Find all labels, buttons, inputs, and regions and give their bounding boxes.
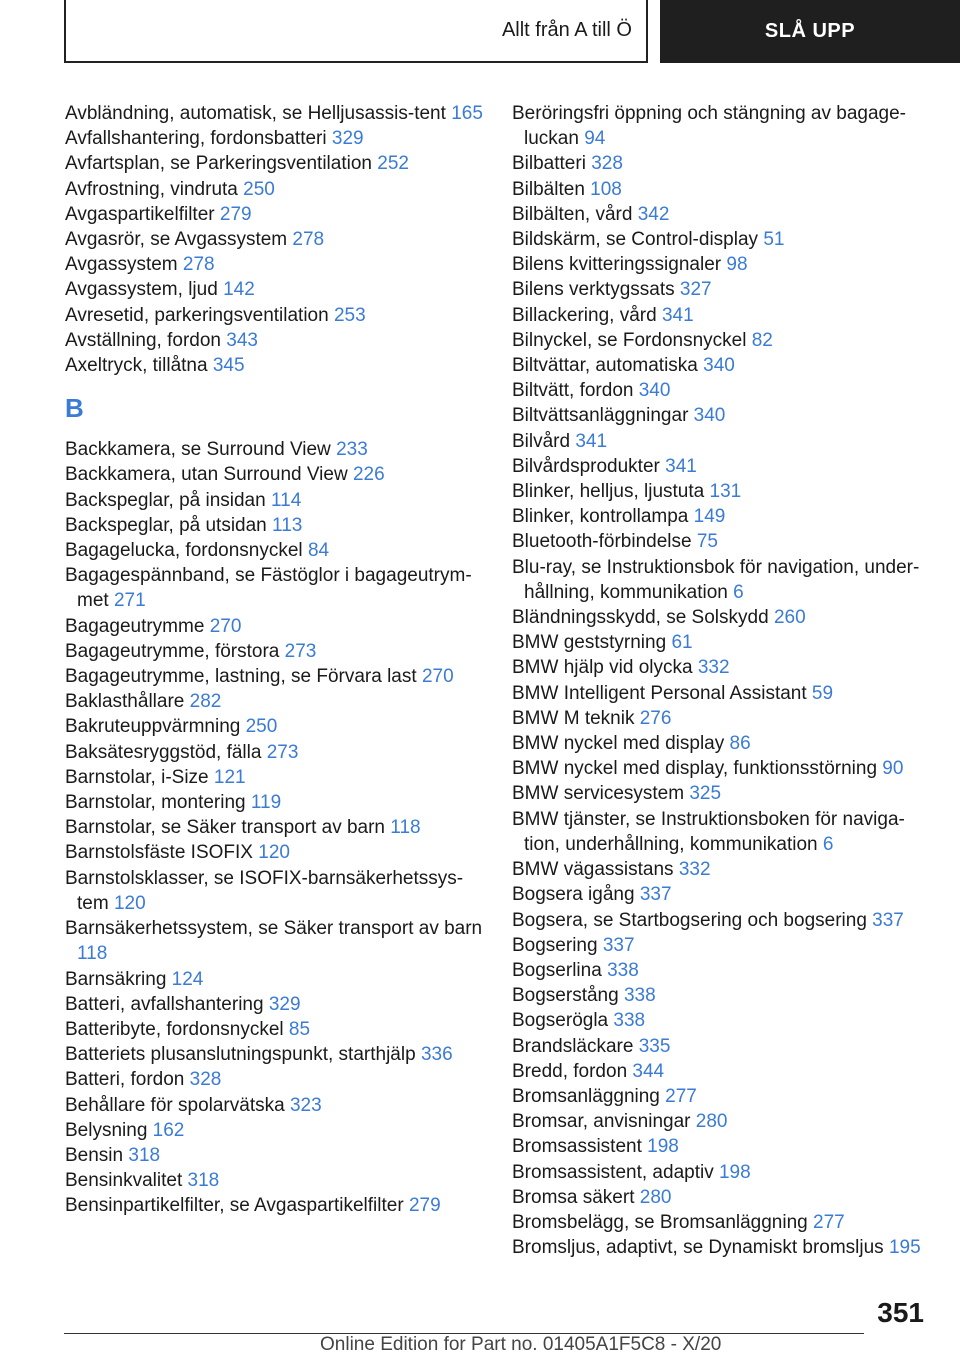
entry-text: Batteri, fordon bbox=[65, 1069, 190, 1091]
page-link[interactable]: 94 bbox=[584, 128, 606, 150]
entry-text: Bagageutrymme bbox=[65, 615, 210, 637]
entry-text: Blinker, helljus, ljustuta bbox=[512, 481, 710, 503]
entry-text: Bensin bbox=[65, 1144, 129, 1166]
index-entry bbox=[65, 689, 485, 714]
entry-text: Bilbälten, vård bbox=[512, 203, 638, 225]
index-entry bbox=[512, 403, 932, 428]
index-entry bbox=[512, 252, 932, 277]
entry-text: Bländningsskydd, se Solskydd bbox=[512, 607, 774, 629]
entry-text: Axeltryck, tillåtna bbox=[65, 355, 213, 377]
page-link[interactable]: 276 bbox=[639, 707, 672, 729]
entry-text: Barnsäkerhetssystem, se Säker transport av barn bbox=[65, 918, 483, 940]
entry-text: BMW nyckel med display, funktionsstörning bbox=[512, 758, 883, 780]
entry-text: Avgaspartikelfilter bbox=[65, 203, 220, 225]
index-entry bbox=[512, 1210, 932, 1235]
index-entry bbox=[512, 1008, 932, 1033]
entry-text: Bogsera, se Startbogsering och bogsering bbox=[512, 909, 873, 931]
entry-text: Bagageutrymme, lastning, se Förvara last bbox=[65, 666, 422, 688]
index-entry bbox=[65, 126, 485, 151]
page-link[interactable]: 131 bbox=[709, 481, 742, 503]
entry-text: Bagagelucka, fordonsnyckel bbox=[65, 540, 308, 562]
index-entry bbox=[65, 790, 485, 815]
entry-text: Bilvårdsprodukter bbox=[512, 455, 666, 477]
entry-text: Batteribyte, fordonsnyckel bbox=[65, 1018, 289, 1040]
page-link[interactable]: 6 bbox=[733, 581, 744, 603]
index-entry bbox=[65, 538, 485, 563]
index-entry bbox=[65, 1118, 485, 1143]
entry-text: Avbländning, automatisk, se Helljusassis‐tent bbox=[65, 103, 452, 124]
page-link[interactable]: 280 bbox=[639, 1186, 672, 1208]
index-entry bbox=[512, 1235, 932, 1260]
index-entry bbox=[512, 277, 932, 302]
page-number: 351 bbox=[877, 1297, 924, 1328]
page-link[interactable]: 344 bbox=[632, 1060, 665, 1082]
entry-text: Billackering, vård bbox=[512, 304, 662, 326]
entry-text: Barnstolsfäste ISOFIX bbox=[65, 842, 259, 864]
entry-text: Bromsassistent, adaptiv bbox=[512, 1161, 719, 1183]
page-link[interactable]: 198 bbox=[718, 1161, 751, 1183]
page-link[interactable]: 325 bbox=[689, 783, 722, 805]
entry-text: Bromsa säkert bbox=[512, 1186, 640, 1208]
entry-text: Batteriets plusanslutningspunkt, starthjälp bbox=[65, 1044, 421, 1066]
page-link[interactable]: 253 bbox=[333, 304, 366, 326]
page-link[interactable]: 338 bbox=[623, 985, 656, 1007]
index-entry bbox=[65, 151, 485, 176]
entry-text: Backkamera, se Surround View bbox=[65, 439, 337, 461]
index-entry bbox=[512, 202, 932, 227]
index-entry bbox=[65, 916, 485, 966]
page-link[interactable]: 279 bbox=[408, 1195, 441, 1217]
entry-text: Backkamera, utan Surround View bbox=[65, 464, 353, 486]
index-entry bbox=[512, 605, 932, 630]
index-entry bbox=[512, 429, 932, 454]
entry-text: BMW geststyrning bbox=[512, 632, 672, 654]
entry-text: BMW Intelligent Personal Assistant bbox=[512, 682, 812, 704]
entry-text: Bromsar, anvisningar bbox=[512, 1111, 696, 1133]
index-entry bbox=[512, 1185, 932, 1210]
page-link[interactable]: 61 bbox=[671, 632, 693, 654]
page-link[interactable]: 323 bbox=[289, 1094, 322, 1116]
page-link[interactable]: 118 bbox=[390, 817, 421, 839]
entry-text: Belysning bbox=[65, 1119, 153, 1141]
page-link[interactable]: 329 bbox=[268, 993, 301, 1015]
page-link[interactable]: 162 bbox=[152, 1119, 185, 1141]
index-entry bbox=[512, 227, 932, 252]
page-link[interactable]: 329 bbox=[331, 128, 364, 150]
page-link[interactable]: 120 bbox=[258, 842, 290, 864]
tab-label: Allt från A till Ö bbox=[501, 19, 632, 41]
index-entry bbox=[512, 983, 932, 1008]
index-entry bbox=[65, 866, 485, 916]
entry-text: Bilbälten bbox=[512, 178, 591, 200]
index-entry bbox=[65, 252, 485, 277]
index-entry bbox=[65, 815, 485, 840]
entry-text: Bilvård bbox=[512, 430, 576, 452]
page-link[interactable]: 280 bbox=[695, 1111, 728, 1133]
entry-text: Bogserögla bbox=[512, 1010, 614, 1032]
index-entry bbox=[512, 328, 932, 353]
index-entry bbox=[512, 933, 932, 958]
entry-text: BMW tjänster, se Instruktionsboken för naviga‐tion, underhållning, kommunikation bbox=[512, 808, 905, 855]
entry-text: Bromsassistent bbox=[512, 1136, 648, 1158]
index-entry bbox=[512, 882, 932, 907]
index-entry bbox=[65, 1193, 485, 1218]
entry-text: Bogserlina bbox=[512, 959, 608, 981]
page-link[interactable]: 337 bbox=[602, 934, 635, 956]
page-link[interactable]: 84 bbox=[307, 540, 330, 562]
page-link[interactable]: 119 bbox=[250, 792, 282, 814]
page-link[interactable]: 277 bbox=[665, 1085, 697, 1107]
page-link[interactable]: 336 bbox=[420, 1044, 453, 1066]
index-entry bbox=[65, 1168, 485, 1193]
entry-text: Avgassystem, ljud bbox=[65, 279, 224, 301]
page-link[interactable]: 279 bbox=[219, 203, 252, 225]
index-entry bbox=[65, 177, 485, 202]
index-entry bbox=[512, 781, 932, 806]
entry-text: Bilnyckel, se Fordonsnyckel bbox=[512, 329, 752, 351]
page-link[interactable]: 277 bbox=[813, 1211, 845, 1233]
page-link[interactable]: 250 bbox=[245, 716, 278, 738]
page-link[interactable]: 338 bbox=[613, 1010, 646, 1032]
index-entry bbox=[65, 1143, 485, 1168]
page-link[interactable]: 90 bbox=[882, 758, 904, 780]
index-column-right bbox=[512, 101, 932, 1260]
entry-text: Barnstolsklasser, se ISOFIX-barnsäkerhetssys‐tem bbox=[65, 867, 464, 914]
page-link[interactable]: 114 bbox=[270, 489, 302, 511]
entry-text: Bagagespännband, se Fästöglor i bagageutrym‐met bbox=[65, 565, 472, 612]
index-entry bbox=[65, 513, 485, 538]
page-link[interactable]: 121 bbox=[213, 766, 246, 788]
page-link[interactable]: 59 bbox=[811, 682, 834, 704]
index-entry bbox=[512, 1084, 932, 1109]
entry-text: Avfartsplan, se Parkeringsventilation bbox=[65, 153, 378, 175]
index-entry bbox=[512, 303, 932, 328]
entry-text: Bogserstång bbox=[512, 985, 624, 1007]
index-entry bbox=[512, 454, 932, 479]
page-link[interactable]: 270 bbox=[421, 666, 454, 688]
page-link[interactable]: 149 bbox=[693, 506, 726, 528]
index-entry bbox=[512, 655, 932, 680]
index-entry bbox=[512, 1034, 932, 1059]
page-link[interactable]: 6 bbox=[822, 833, 834, 855]
page-link[interactable]: 252 bbox=[377, 153, 409, 175]
index-entry bbox=[512, 731, 932, 756]
index-group-right bbox=[512, 101, 932, 1260]
index-entry bbox=[512, 177, 932, 202]
index-entry bbox=[512, 378, 932, 403]
entry-text: Bilens verktygssats bbox=[512, 279, 680, 301]
entry-text: Avfallshantering, fordonsbatteri bbox=[65, 128, 332, 150]
index-entry bbox=[512, 151, 932, 176]
index-entry bbox=[512, 857, 932, 882]
page-link[interactable]: 124 bbox=[171, 968, 204, 990]
page-link[interactable]: 142 bbox=[223, 279, 255, 301]
entry-text: Backspeglar, på utsidan bbox=[65, 514, 273, 536]
page-link[interactable]: 343 bbox=[226, 329, 258, 351]
tab-lookup-active[interactable] bbox=[660, 0, 960, 63]
page-link[interactable]: 226 bbox=[352, 464, 385, 486]
index-entry bbox=[65, 353, 485, 378]
entry-text: Avställning, fordon bbox=[65, 329, 227, 351]
page-link[interactable]: 82 bbox=[751, 329, 773, 351]
entry-text: Biltvättsanläggningar bbox=[512, 405, 694, 427]
index-entry bbox=[512, 353, 932, 378]
page-link[interactable]: 108 bbox=[590, 178, 622, 200]
page-link[interactable]: 278 bbox=[292, 229, 325, 251]
index-entry bbox=[512, 807, 932, 857]
entry-text: Barnstolar, i-Size bbox=[65, 766, 214, 788]
entry-text: Bromsljus, adaptivt, se Dynamiskt bromsljus bbox=[512, 1237, 889, 1259]
page-link[interactable]: 345 bbox=[212, 355, 245, 377]
page-link[interactable]: 282 bbox=[189, 691, 222, 713]
entry-text: Bagageutrymme, förstora bbox=[65, 640, 285, 662]
page-link[interactable]: 335 bbox=[638, 1035, 671, 1057]
page-link[interactable]: 328 bbox=[591, 153, 623, 175]
index-entry bbox=[512, 529, 932, 554]
entry-text: BMW nyckel med display bbox=[512, 733, 730, 755]
index-entry bbox=[512, 1059, 932, 1084]
entry-text: Bildskärm, se Control-display bbox=[512, 229, 764, 251]
entry-text: BMW hjälp vid olycka bbox=[512, 657, 698, 679]
index-entry bbox=[512, 908, 932, 933]
index-entry bbox=[65, 614, 485, 639]
index-entry bbox=[512, 630, 932, 655]
entry-text: Biltvätt, fordon bbox=[512, 380, 639, 402]
page-link[interactable]: 332 bbox=[697, 657, 730, 679]
index-entry bbox=[65, 328, 485, 353]
index-entry bbox=[65, 303, 485, 328]
page-link[interactable]: 250 bbox=[243, 178, 275, 200]
entry-text: Bromsanläggning bbox=[512, 1085, 666, 1107]
page-link[interactable]: 318 bbox=[187, 1170, 220, 1192]
entry-text: Avfrostning, vindruta bbox=[65, 178, 244, 200]
page-link[interactable]: 338 bbox=[607, 959, 639, 981]
index-entry bbox=[512, 1134, 932, 1159]
entry-text: Barnstolar, se Säker transport av barn bbox=[65, 817, 391, 839]
entry-text: Bromsbelägg, se Bromsanläggning bbox=[512, 1211, 814, 1233]
page-link[interactable]: 198 bbox=[647, 1136, 679, 1158]
entry-text: Bilens kvitteringssignaler bbox=[512, 254, 727, 276]
index-entry bbox=[65, 462, 485, 487]
index-entry bbox=[512, 101, 932, 151]
index-group-a bbox=[65, 101, 485, 378]
index-entry bbox=[65, 202, 485, 227]
entry-text: Avgasrör, se Avgassystem bbox=[65, 229, 293, 251]
page-link[interactable]: 260 bbox=[773, 607, 806, 629]
entry-text: Avresetid, parkeringsventilation bbox=[65, 304, 334, 326]
page-link[interactable]: 342 bbox=[637, 203, 670, 225]
page-link[interactable]: 118 bbox=[77, 943, 108, 965]
entry-text: Blinker, kontrollampa bbox=[512, 506, 694, 528]
index-column-left bbox=[65, 101, 485, 1219]
page-link[interactable]: 341 bbox=[661, 304, 694, 326]
entry-text: Bensinpartikelfilter, se Avgaspartikelfilter bbox=[65, 1195, 409, 1217]
page-link[interactable]: 273 bbox=[266, 741, 299, 763]
page-link[interactable]: 165 bbox=[451, 103, 483, 124]
page-link[interactable]: 340 bbox=[693, 405, 726, 427]
page-link[interactable]: 340 bbox=[703, 355, 735, 377]
index-entry bbox=[65, 437, 485, 462]
page-link[interactable]: 278 bbox=[182, 254, 215, 276]
index-entry bbox=[512, 555, 932, 605]
page-link[interactable]: 327 bbox=[679, 279, 712, 301]
page-link[interactable]: 51 bbox=[763, 229, 785, 251]
entry-text: Biltvättar, automatiska bbox=[512, 355, 704, 377]
index-entry bbox=[512, 504, 932, 529]
entry-text: Bogsera igång bbox=[512, 884, 640, 906]
index-entry bbox=[65, 1093, 485, 1118]
index-entry bbox=[65, 563, 485, 613]
index-group-b bbox=[65, 437, 485, 1218]
index-entry bbox=[512, 681, 932, 706]
page-link[interactable]: 337 bbox=[872, 909, 904, 931]
page-link[interactable]: 86 bbox=[729, 733, 751, 755]
page-link[interactable]: 328 bbox=[189, 1069, 222, 1091]
index-entry bbox=[512, 1160, 932, 1185]
index-entry bbox=[512, 706, 932, 731]
entry-text: BMW M teknik bbox=[512, 707, 640, 729]
page-link[interactable]: 332 bbox=[678, 859, 711, 881]
entry-text: BMW vägassistans bbox=[512, 859, 679, 881]
header-bar bbox=[64, 0, 960, 65]
index-entry bbox=[65, 765, 485, 790]
page-link[interactable]: 273 bbox=[284, 640, 317, 662]
page-link[interactable]: 113 bbox=[272, 514, 303, 536]
entry-text: Bluetooth-förbindelse bbox=[512, 531, 697, 553]
entry-text: Batteri, avfallshantering bbox=[65, 993, 269, 1015]
index-entry bbox=[65, 992, 485, 1017]
index-entry bbox=[512, 479, 932, 504]
index-entry bbox=[512, 958, 932, 983]
entry-text: Behållare för spolarvätska bbox=[65, 1094, 290, 1116]
index-entry bbox=[65, 101, 485, 126]
entry-text: Brandsläckare bbox=[512, 1035, 639, 1057]
index-entry bbox=[65, 740, 485, 765]
index-entry bbox=[65, 1067, 485, 1092]
page-link[interactable]: 341 bbox=[665, 455, 697, 477]
index-entry bbox=[512, 1109, 932, 1134]
entry-text: Beröringsfri öppning och stängning av bagage‐luckan bbox=[512, 103, 906, 150]
index-entry bbox=[65, 1017, 485, 1042]
page-link[interactable]: 98 bbox=[726, 254, 748, 276]
section-letter: B bbox=[65, 393, 84, 424]
page-link[interactable]: 318 bbox=[128, 1144, 161, 1166]
entry-text: Baklasthållare bbox=[65, 691, 190, 713]
page-link[interactable]: 341 bbox=[575, 430, 608, 452]
entry-text: Bakruteuppvärmning bbox=[65, 716, 246, 738]
tab-all-a-to-o[interactable] bbox=[64, 0, 648, 63]
index-entry bbox=[65, 227, 485, 252]
footer-text: Online Edition for Part no. 01405A1F5C8 - X/20 bbox=[320, 1334, 722, 1355]
page-link[interactable]: 75 bbox=[696, 531, 718, 553]
index-entry bbox=[65, 1042, 485, 1067]
page-link[interactable]: 337 bbox=[639, 884, 672, 906]
entry-text: Blu-ray, se Instruktionsbok för navigation, under‐hållning, kommunikation bbox=[512, 556, 920, 603]
index-entry bbox=[65, 967, 485, 992]
page-link[interactable]: 195 bbox=[888, 1237, 921, 1259]
active-tab-label: SLÅ UPP bbox=[764, 20, 856, 42]
entry-text: Barnstolar, montering bbox=[65, 792, 251, 814]
index-entry bbox=[512, 756, 932, 781]
index-entry bbox=[65, 639, 485, 664]
index-entry bbox=[65, 277, 485, 302]
index-entry bbox=[65, 488, 485, 513]
entry-text: Backspeglar, på insidan bbox=[65, 489, 271, 511]
page-link[interactable]: 120 bbox=[113, 892, 146, 914]
index-entry bbox=[65, 664, 485, 689]
index-entry bbox=[65, 714, 485, 739]
entry-text: Barnsäkring bbox=[65, 968, 172, 990]
entry-text: Bredd, fordon bbox=[512, 1060, 633, 1082]
entry-text: BMW servicesystem bbox=[512, 783, 690, 805]
page-link[interactable]: 271 bbox=[113, 590, 146, 612]
entry-text: Avgassystem bbox=[65, 254, 183, 276]
page-link[interactable]: 233 bbox=[336, 439, 368, 461]
entry-text: Bilbatteri bbox=[512, 153, 592, 175]
entry-text: Bogsering bbox=[512, 934, 603, 956]
page-link[interactable]: 340 bbox=[638, 380, 671, 402]
index-entry bbox=[65, 840, 485, 865]
entry-text: Bensinkvalitet bbox=[65, 1170, 188, 1192]
page-link[interactable]: 85 bbox=[288, 1018, 311, 1040]
page-link[interactable]: 270 bbox=[209, 615, 242, 637]
entry-text: Baksätesryggstöd, fälla bbox=[65, 741, 267, 763]
